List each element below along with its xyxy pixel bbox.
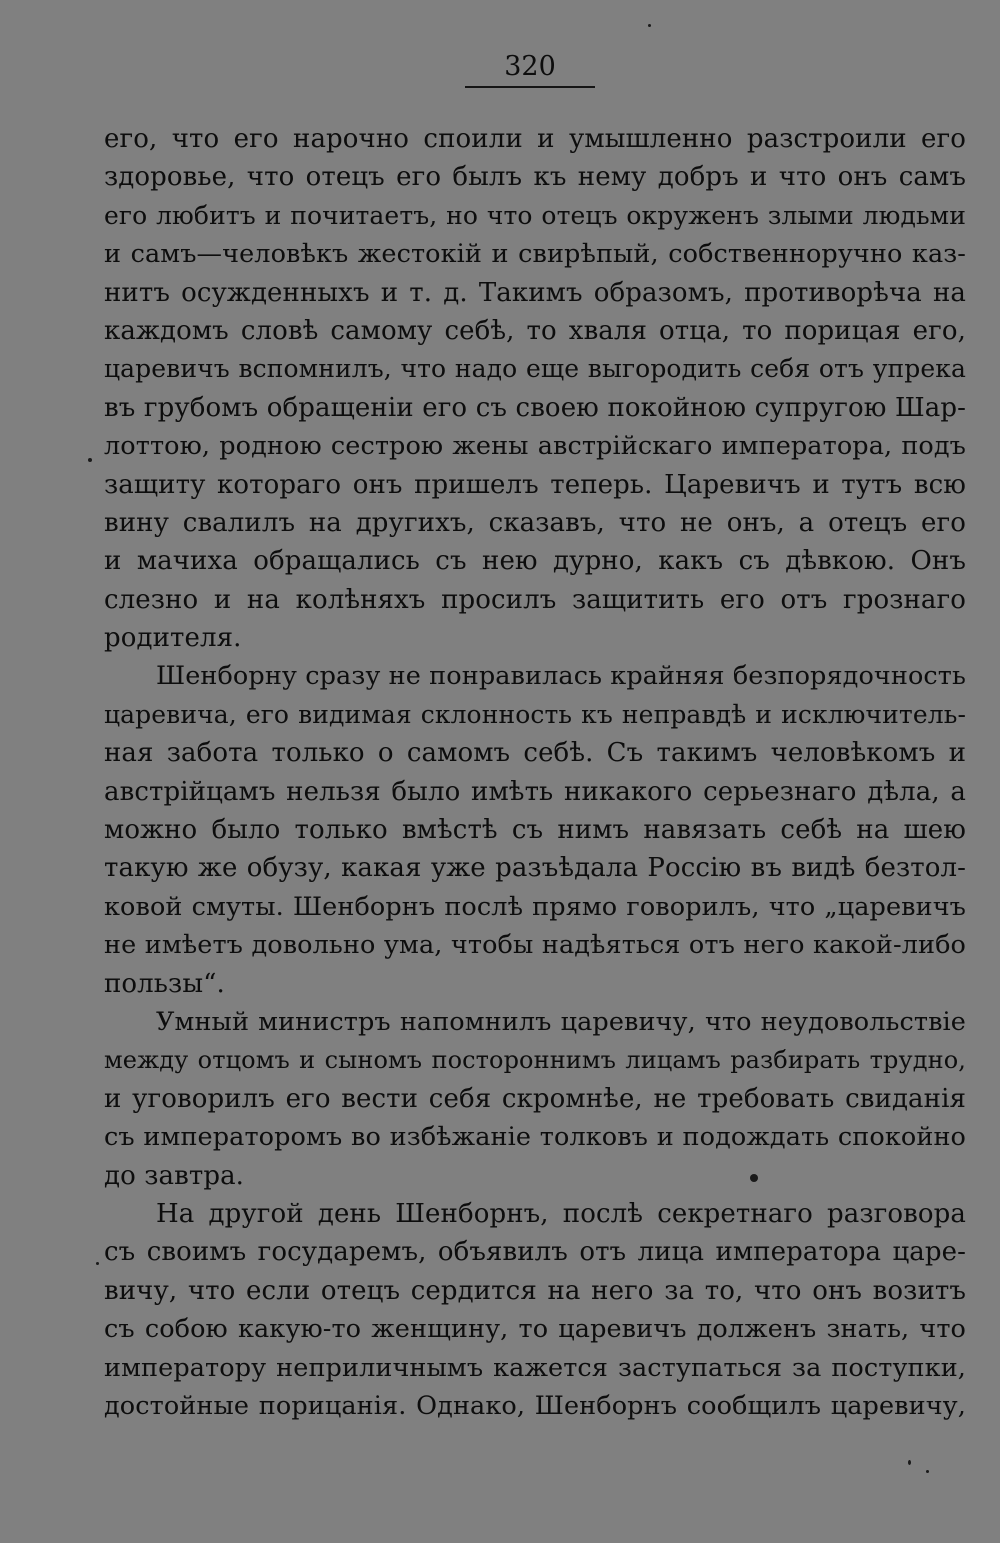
paragraph-1 (104, 120, 966, 657)
scan-speck (908, 1460, 911, 1465)
text-line: слезно и на колѣняхъ просилъ защитить его отъ грознаго (104, 584, 966, 615)
text-line: его, что его нарочно споили и умышленно разстроили его (104, 124, 966, 154)
paragraph-3 (104, 1003, 966, 1195)
text-line: съ своимъ государемъ, объявилъ отъ лица императора царе- (104, 1237, 966, 1268)
text-line: можно было только вмѣстѣ съ нимъ навязать себѣ на шею (104, 815, 966, 846)
text-line: вичу, что если отецъ сердится на него за то, что онъ возитъ (104, 1275, 966, 1306)
text-line: въ грубомъ обращеніи его съ своею покойною супругою Шар- (104, 392, 966, 423)
text-line: Умный министръ напомнилъ царевичу, что неудовольствіе (156, 1006, 966, 1037)
text-line: защиту котораго онъ пришелъ теперь. Царевичъ и тутъ всю (104, 469, 966, 500)
scan-speck (648, 24, 651, 27)
text-line: вину свалилъ на другихъ, сказавъ, что не онъ, а отецъ его (104, 507, 966, 538)
body-text (104, 120, 966, 1425)
scan-speck (750, 1174, 758, 1182)
paragraph-2 (104, 657, 966, 1003)
text-line: и самъ—человѣкъ жестокій и свирѣпый, собственноручно каз- (104, 239, 966, 270)
text-line: не имѣетъ довольно ума, чтобы надѣяться отъ него какой-либо (104, 930, 966, 961)
text-line: съ императоромъ во избѣжаніе толковъ и подождать спокойно (104, 1122, 966, 1153)
text-line: австрійцамъ нельзя было имѣть никакого серьезнаго дѣла, а (104, 776, 966, 807)
text-line: и уговорилъ его вести себя скромнѣе, не требовать свиданія (104, 1083, 966, 1114)
text-line: императору неприличнымъ кажется заступаться за поступки, (104, 1352, 966, 1383)
text-line: родителя. (104, 623, 242, 654)
scan-speck (926, 1470, 929, 1473)
page-number-rule (465, 86, 595, 88)
page-number: 320 (504, 51, 556, 82)
text-line: съ собою какую-то женщину, то царевичъ долженъ знать, что (104, 1314, 966, 1345)
text-line: такую же обузу, какая уже разъѣдала Россію въ видѣ безтол- (104, 853, 966, 884)
scan-speck (88, 458, 92, 462)
scan-speck (96, 1262, 99, 1265)
text-line: здоровье, что отецъ его былъ къ нему добръ и что онъ самъ (104, 162, 966, 193)
text-line: ковой смуты. Шенборнъ послѣ прямо говорилъ, что „царевичъ (104, 891, 966, 922)
text-line: Шенборну сразу не понравилась крайняя безпорядочность (156, 661, 966, 692)
text-line: нитъ осужденныхъ и т. д. Такимъ образомъ, противорѣча на (104, 277, 966, 308)
text-line: На другой день Шенборнъ, послѣ секретнаго разговора (156, 1198, 966, 1229)
text-line: ная забота только о самомъ себѣ. Съ такимъ человѣкомъ и (104, 738, 966, 769)
text-line: его любитъ и почитаетъ, но что отецъ окруженъ злыми людьми (104, 200, 966, 230)
text-line: до завтра. (104, 1160, 245, 1191)
paragraph-4 (104, 1195, 966, 1425)
text-line: царевича, его видимая склонность къ неправдѣ и исключитель- (104, 699, 966, 729)
text-line: и мачиха обращались съ нею дурно, какъ съ дѣвкою. Онъ (104, 546, 966, 577)
text-line: царевичъ вспомнилъ, что надо еще выгородить себя отъ упрека (104, 354, 966, 384)
text-line: пользы“. (104, 968, 225, 999)
text-line: между отцомъ и сыномъ постороннимъ лицамъ разбирать трудно, (104, 1046, 966, 1075)
text-line: достойные порицанія. Однако, Шенборнъ сообщилъ царевичу, (104, 1390, 966, 1421)
text-line: каждомъ словѣ самому себѣ, то хваля отца, то порицая его, (104, 315, 966, 346)
text-line: лоттою, родною сестрою жены австрійскаго императора, подъ (104, 431, 966, 462)
